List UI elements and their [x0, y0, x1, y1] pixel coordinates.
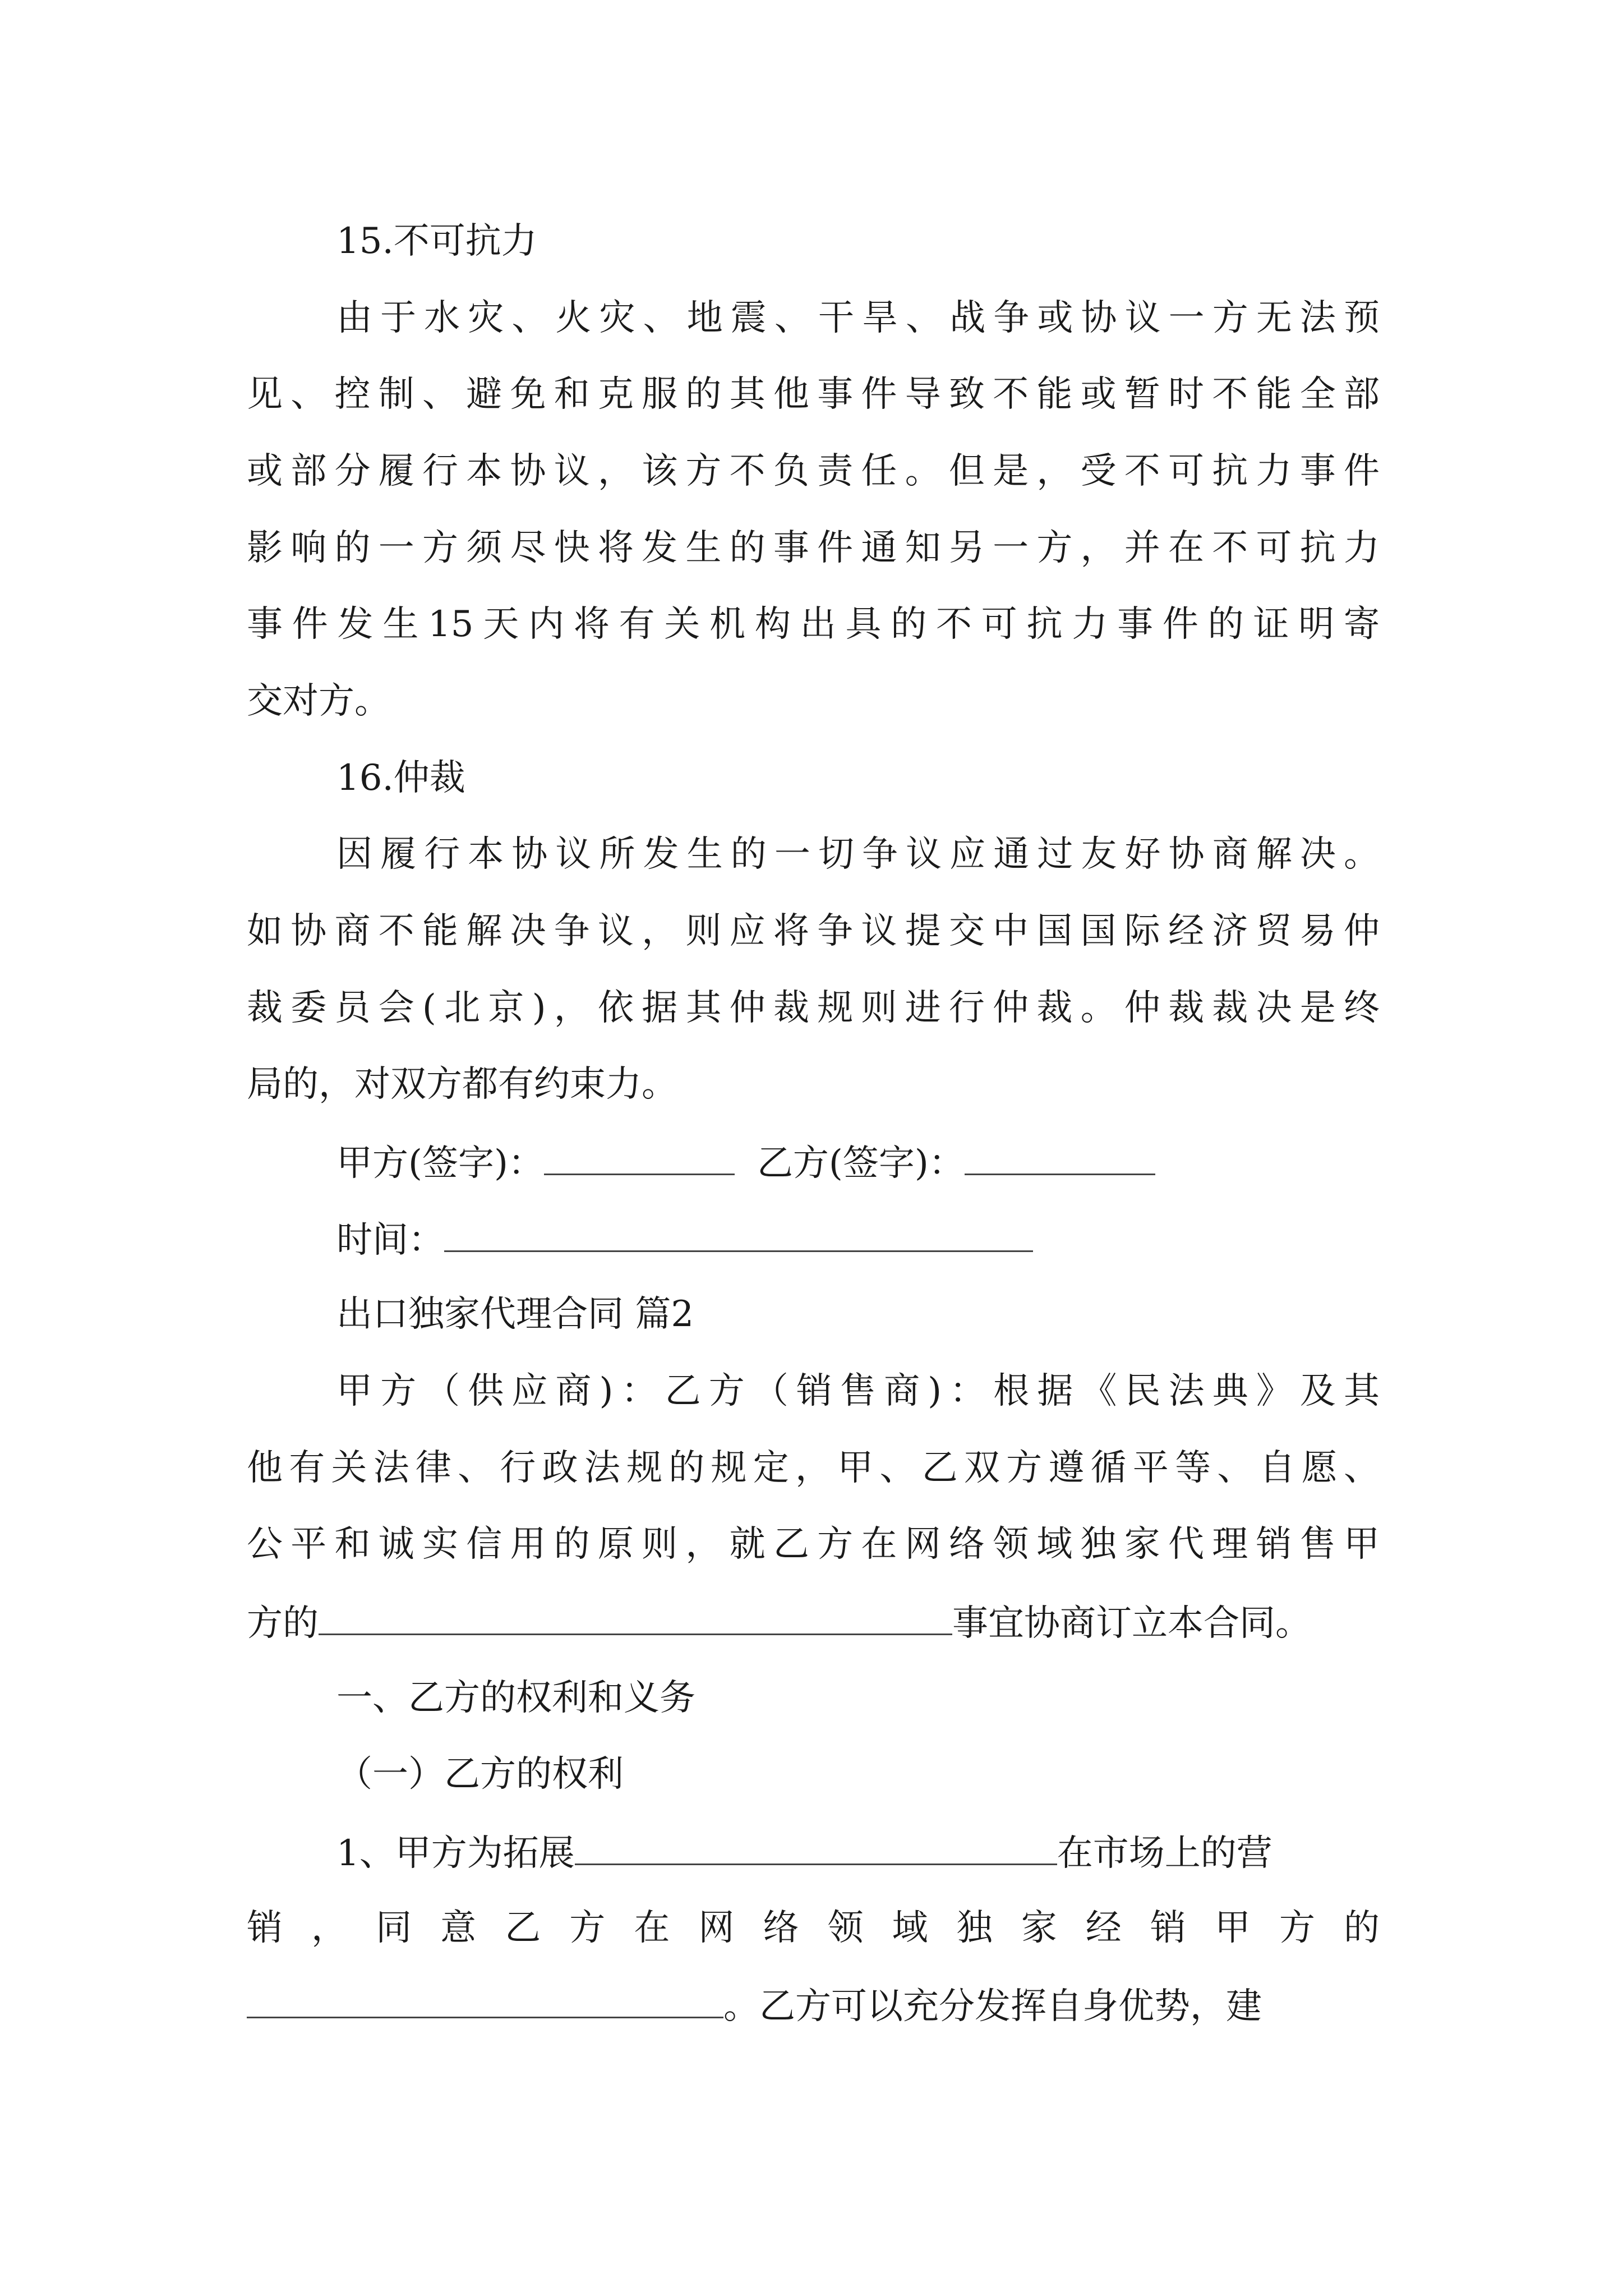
time-row	[336, 1216, 1380, 1260]
item-1-blank-1	[575, 1829, 1057, 1865]
section-15-title: 15.不可抗力	[336, 220, 537, 262]
item-1-line-1	[336, 1829, 1380, 1874]
part2-intro-line-3: 公平和诚实信用的原则，就乙方在网络领域独家代理销售甲	[247, 1524, 1380, 1565]
section-16-line-1: 因履行本协议所发生的一切争议应通过友好协商解决。	[336, 834, 1380, 875]
party-b-sign-blank	[965, 1139, 1155, 1175]
party-b-sign-label: 乙方(签字)：	[757, 1143, 965, 1184]
party-a-sign-blank	[544, 1139, 735, 1175]
item-1-suffix: 在市场上的营	[1057, 1833, 1272, 1874]
section-15-line-6: 交对方。	[247, 680, 390, 722]
part2-intro-line-4	[247, 1599, 1380, 1644]
part2-intro-line-2: 他有关法律、行政法规的规定，甲、乙双方遵循平等、自愿、	[247, 1447, 1380, 1489]
item-1-blank-2	[247, 1982, 723, 2018]
section-16-line-2: 如协商不能解决争议，则应将争议提交中国国际经济贸易仲	[247, 910, 1380, 952]
section-15-line-2: 见、控制、避免和克服的其他事件导致不能或暂时不能全部	[247, 374, 1380, 415]
sub-1-heading: （一）乙方的权利	[336, 1754, 624, 1795]
time-label: 时间：	[336, 1220, 444, 1261]
section-16-title: 16.仲裁	[336, 757, 465, 799]
time-blank	[444, 1216, 1033, 1252]
item-1-line-2: 销，同意乙方在网络领域独家经销甲方的	[247, 1907, 1380, 1949]
section-16-line-3: 裁委员会(北京)，依据其仲裁规则进行仲裁。仲裁裁决是终	[247, 987, 1380, 1029]
product-blank	[319, 1599, 952, 1635]
chapter-1-heading: 一、乙方的权利和义务	[336, 1677, 695, 1719]
part2-heading: 出口独家代理合同 篇2	[336, 1294, 694, 1335]
intro-prefix: 方的	[247, 1603, 319, 1644]
section-15-line-3: 或部分履行本协议，该方不负责任。但是，受不可抗力事件	[247, 450, 1380, 492]
party-a-sign-label: 甲方(签字)：	[336, 1143, 544, 1184]
item-1-prefix: 1、甲方为拓展	[336, 1833, 575, 1874]
section-15-line-5: 事件发生15天内将有关机构出具的不可抗力事件的证明寄	[247, 604, 1380, 645]
signature-row	[336, 1139, 1380, 1184]
section-15-line-4: 影响的一方须尽快将发生的事件通知另一方，并在不可抗力	[247, 527, 1380, 569]
part2-intro-line-1: 甲方（供应商)：乙方（销售商)：根据《民法典》及其	[336, 1370, 1380, 1412]
intro-suffix: 事宜协商订立本合同。	[952, 1603, 1311, 1644]
item-1-line-3	[247, 1982, 1380, 2027]
item-1-line-3-suffix: 。乙方可以充分发挥自身优势，建	[723, 1986, 1262, 2027]
section-15-line-1: 由于水灾、火灾、地震、干旱、战争或协议一方无法预	[336, 297, 1380, 339]
section-16-line-4: 局的，对双方都有约束力。	[247, 1064, 677, 1105]
